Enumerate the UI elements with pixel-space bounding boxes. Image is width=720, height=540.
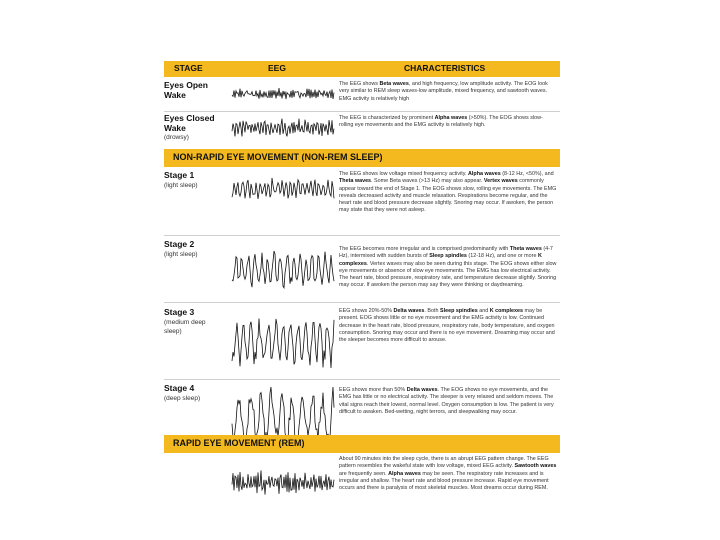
header-eeg: EEG bbox=[268, 63, 286, 73]
stage-subtitle: (light sleep) bbox=[164, 250, 198, 258]
eeg-waveform bbox=[232, 119, 334, 137]
rem-band-title: RAPID EYE MOVEMENT (REM) bbox=[173, 438, 305, 448]
stage-label bbox=[164, 81, 224, 100]
eeg-trace bbox=[230, 311, 336, 373]
stage-label bbox=[164, 114, 224, 143]
eeg-waveform bbox=[232, 319, 334, 369]
stage-description: EEG shows 20%-50% Delta waves. Both Sleep spindles and K complexes may be present. EOG shows little or no eye movement and the EMG activity is low. Continued decrease in the heart rate, blood pressure, respiratory rate, body temperature, and oxygen consumption. Snoring may occur and there is no eye movement. Dreaming may occur and the sleeper becomes more difficult to arouse. bbox=[339, 308, 555, 344]
eeg-trace bbox=[230, 174, 336, 204]
header-characteristics: CHARACTERISTICS bbox=[404, 63, 486, 73]
stage-name: Stage 1 bbox=[164, 170, 195, 180]
row-divider bbox=[164, 235, 560, 236]
stage-subtitle: (medium deep sleep) bbox=[164, 318, 206, 335]
stage-label bbox=[164, 384, 224, 403]
row-divider bbox=[164, 379, 560, 380]
eeg-waveform bbox=[232, 470, 334, 494]
stage-name: Stage 2 bbox=[164, 239, 195, 249]
stage-name: Stage 4 bbox=[164, 383, 195, 393]
table-header bbox=[164, 61, 560, 77]
stage-description: EEG shows more than 50% Delta waves. The EOG shows no eye movements, and the EMG has little or no electrical activity. The sleeper is very relaxed and seldom moves. The vital signs reach their lowest, normal level. Oxygen consumption is low. The patient is very difficult to awaken. Bed-wetting, night terrors, and sleepwalking may occur. bbox=[339, 387, 554, 415]
eeg-waveform bbox=[232, 178, 334, 199]
nrem-band-title: NON-RAPID EYE MOVEMENT (NON-REM SLEEP) bbox=[173, 152, 383, 162]
nrem-band bbox=[164, 149, 560, 167]
stage-label bbox=[164, 171, 224, 190]
stage-name: Stage 3 bbox=[164, 307, 195, 317]
stage-description: The EEG shows low voltage mixed frequency activity. Alpha waves (8-12 Hz, <50%), and Theta waves. Some Beta waves (>13 Hz) may also appear. Vertex waves commonly appear toward the end of Stage 1. The EOG shows slow, rolling eye movements. The EMG reveals decreased activity and muscle relaxation. Respirations become regular, and the heart rate and blood pressure decrease slightly. Snoring may occur. If awoken, the person may state that they were not asleep. bbox=[339, 171, 557, 214]
eeg-trace bbox=[230, 83, 336, 105]
row-divider bbox=[164, 111, 560, 112]
stage-label bbox=[164, 240, 224, 259]
eeg-trace bbox=[230, 116, 336, 140]
stage-subtitle: (light sleep) bbox=[164, 181, 198, 189]
stage-name: Eyes Open Wake bbox=[164, 80, 208, 100]
row-divider bbox=[164, 302, 560, 303]
eeg-waveform bbox=[232, 88, 334, 99]
stage-description: The EEG is characterized by prominent Alpha waves (>50%). The EOG shows slow-rolling eye movements and the EMG activity is relatively high. bbox=[339, 115, 543, 129]
stage-description: About 90 minutes into the sleep cycle, there is an abrupt EEG pattern change. The EEG pattern resembles the wakeful state with low voltage, mixed EEG activity. Sawtooth waves are frequently seen. Alpha waves may be seen. The respiratory rate increases and is irregular and shallow. The heart rate and blood pressure increase. Rapid eye movement occurs and there is paralysis of most skeletal muscles. Most dreams occur during REM. bbox=[339, 456, 557, 492]
stage-description: The EEG shows Beta waves, and high frequency, low amplitude activity. The EOG look very similar to REM sleep waves-low amplitude, mixed frequency, and sawtooth waves. EMG activity is relatively high bbox=[339, 81, 548, 102]
eeg-trace bbox=[230, 243, 336, 297]
stage-subtitle: (drowsy) bbox=[164, 134, 189, 141]
rem-band bbox=[164, 435, 560, 453]
stage-label bbox=[164, 308, 224, 337]
stage-description: The EEG becomes more irregular and is comprised predominantly with Theta waves (4-7 Hz), intermixed with sudden bursts of Sleep spindles (12-18 Hz), and one or more K complexes. Vertex waves may also be seen during this stage. The EOG shows either slow eye movements or absence of slow eye movements. The EMG has low electrical activity. The heart rate, blood pressure, respiratory rate, and temperature decrease slightly. Snoring may occur. If awoken the person may say they were thinking or daydreaming. bbox=[339, 246, 557, 289]
stage-subtitle: (deep sleep) bbox=[164, 394, 201, 402]
eeg-waveform bbox=[232, 251, 334, 288]
sleep-stages-table bbox=[164, 61, 560, 519]
stage-name: Eyes Closed Wake bbox=[164, 113, 215, 133]
eeg-trace bbox=[230, 466, 336, 500]
header-stage: STAGE bbox=[174, 63, 203, 73]
